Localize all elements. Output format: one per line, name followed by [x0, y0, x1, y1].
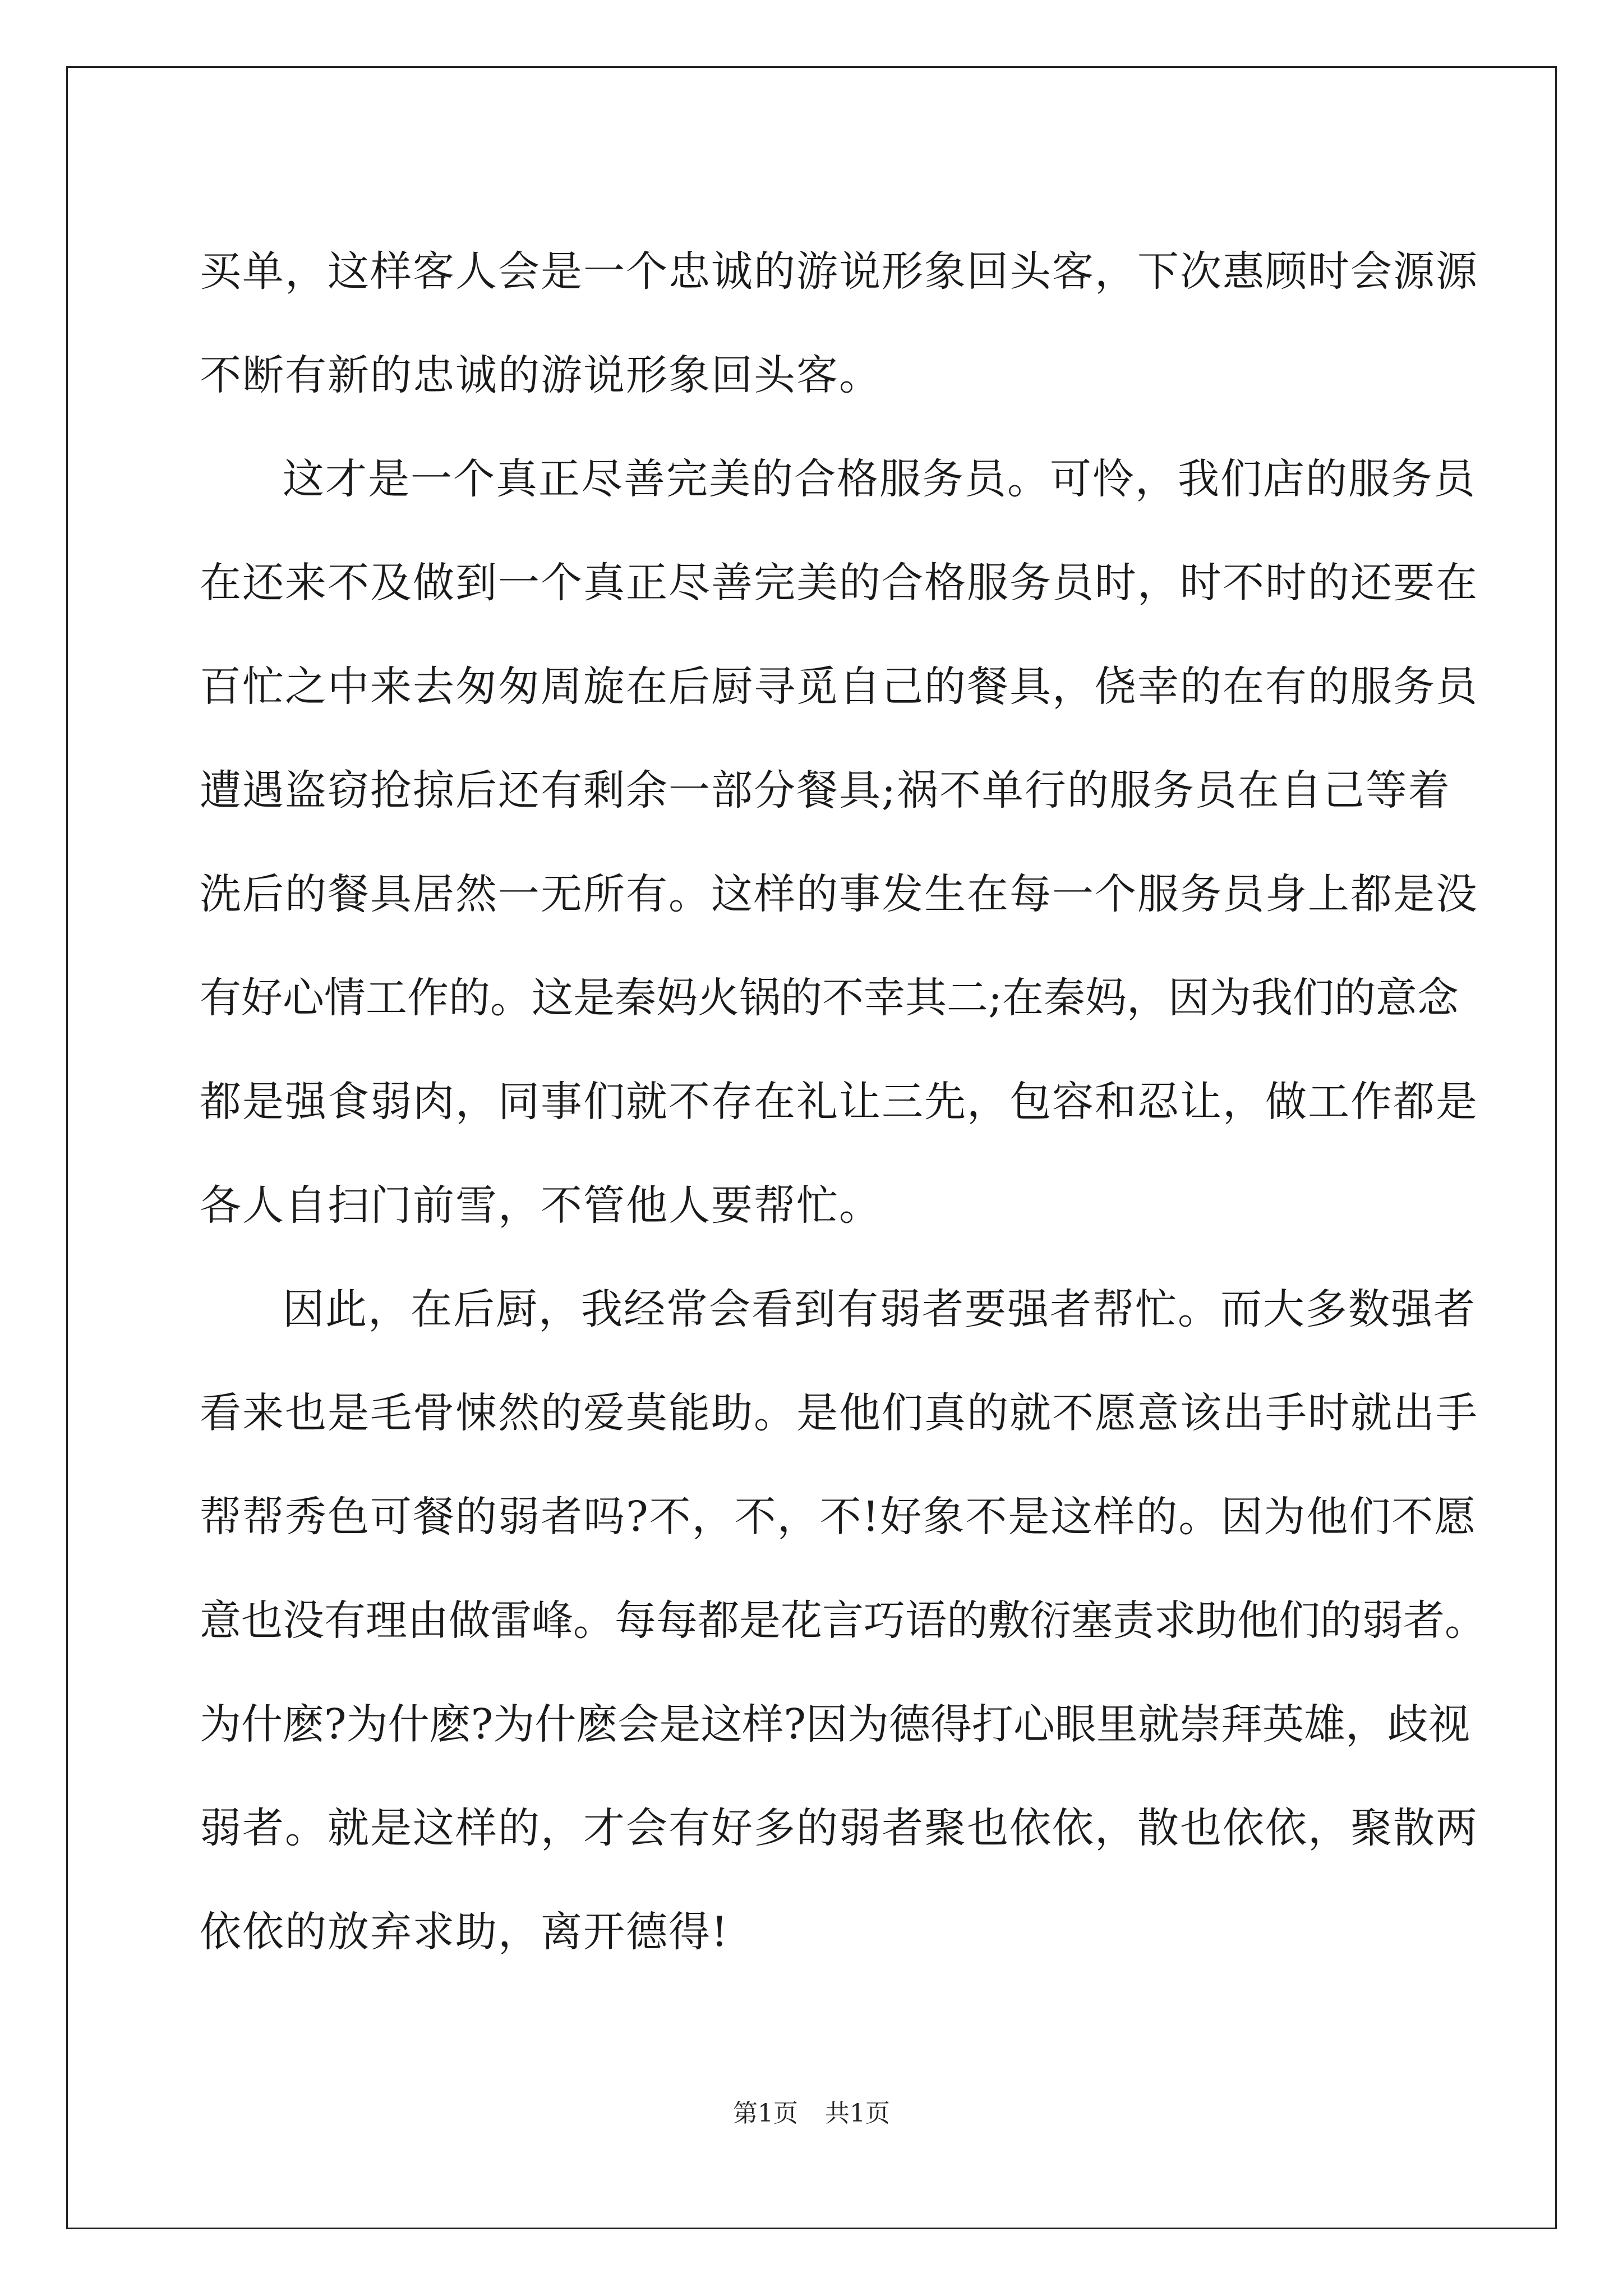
text-line-1: 买单，这样客人会是一个忠诚的游说形象回头客，下次惠顾时会源源	[200, 247, 1478, 296]
text-line-14: 意也没有理由做雷峰。每每都是花言巧语的敷衍塞责求助他们的弱者。	[200, 1596, 1486, 1645]
text-line-9: 都是强食弱肉，同事们就不存在礼让三先，包容和忍让，做工作都是	[200, 1078, 1478, 1126]
page-total: 共1页	[825, 2099, 890, 2128]
text-line-4: 在还来不及做到一个真正尽善完美的合格服务员时，时不时的还要在	[200, 559, 1478, 607]
text-line-13: 帮帮秀色可餐的弱者吗?不，不，不!好象不是这样的。因为他们不愿	[200, 1493, 1477, 1541]
text-line-2: 不断有新的忠诚的游说形象回头客。	[200, 351, 882, 399]
text-line-7: 洗后的餐具居然一无所有。这样的事发生在每一个服务员身上都是没	[200, 870, 1478, 918]
text-line-15: 为什麽?为什麽?为什麽会是这样?因为德得打心眼里就崇拜英雄，歧视	[200, 1700, 1470, 1749]
text-line-17: 依依的放弃求助，离开德得!	[200, 1908, 729, 1956]
text-line-3: 这才是一个真正尽善完美的合格服务员。可怜，我们店的服务员	[283, 455, 1476, 503]
text-line-8: 有好心情工作的。这是秦妈火锅的不幸其二;在秦妈，因为我们的意念	[200, 974, 1459, 1022]
page-footer	[0, 2097, 1623, 2131]
text-line-10: 各人自扫门前雪，不管他人要帮忙。	[200, 1181, 882, 1230]
text-line-16: 弱者。就是这样的，才会有好多的弱者聚也依依，散也依依，聚散两	[200, 1804, 1478, 1852]
text-line-12: 看来也是毛骨悚然的爱莫能助。是他们真的就不愿意该出手时就出手	[200, 1389, 1478, 1437]
text-line-6: 遭遇盗窃抢掠后还有剩余一部分餐具;祸不单行的服务员在自己等着	[200, 766, 1451, 815]
page-number: 第1页	[733, 2099, 798, 2128]
text-line-11: 因此，在后厨，我经常会看到有弱者要强者帮忙。而大多数强者	[283, 1285, 1476, 1333]
text-line-5: 百忙之中来去匆匆周旋在后厨寻觅自己的餐具，侥幸的在有的服务员	[200, 662, 1478, 711]
document-body	[200, 220, 1486, 1984]
